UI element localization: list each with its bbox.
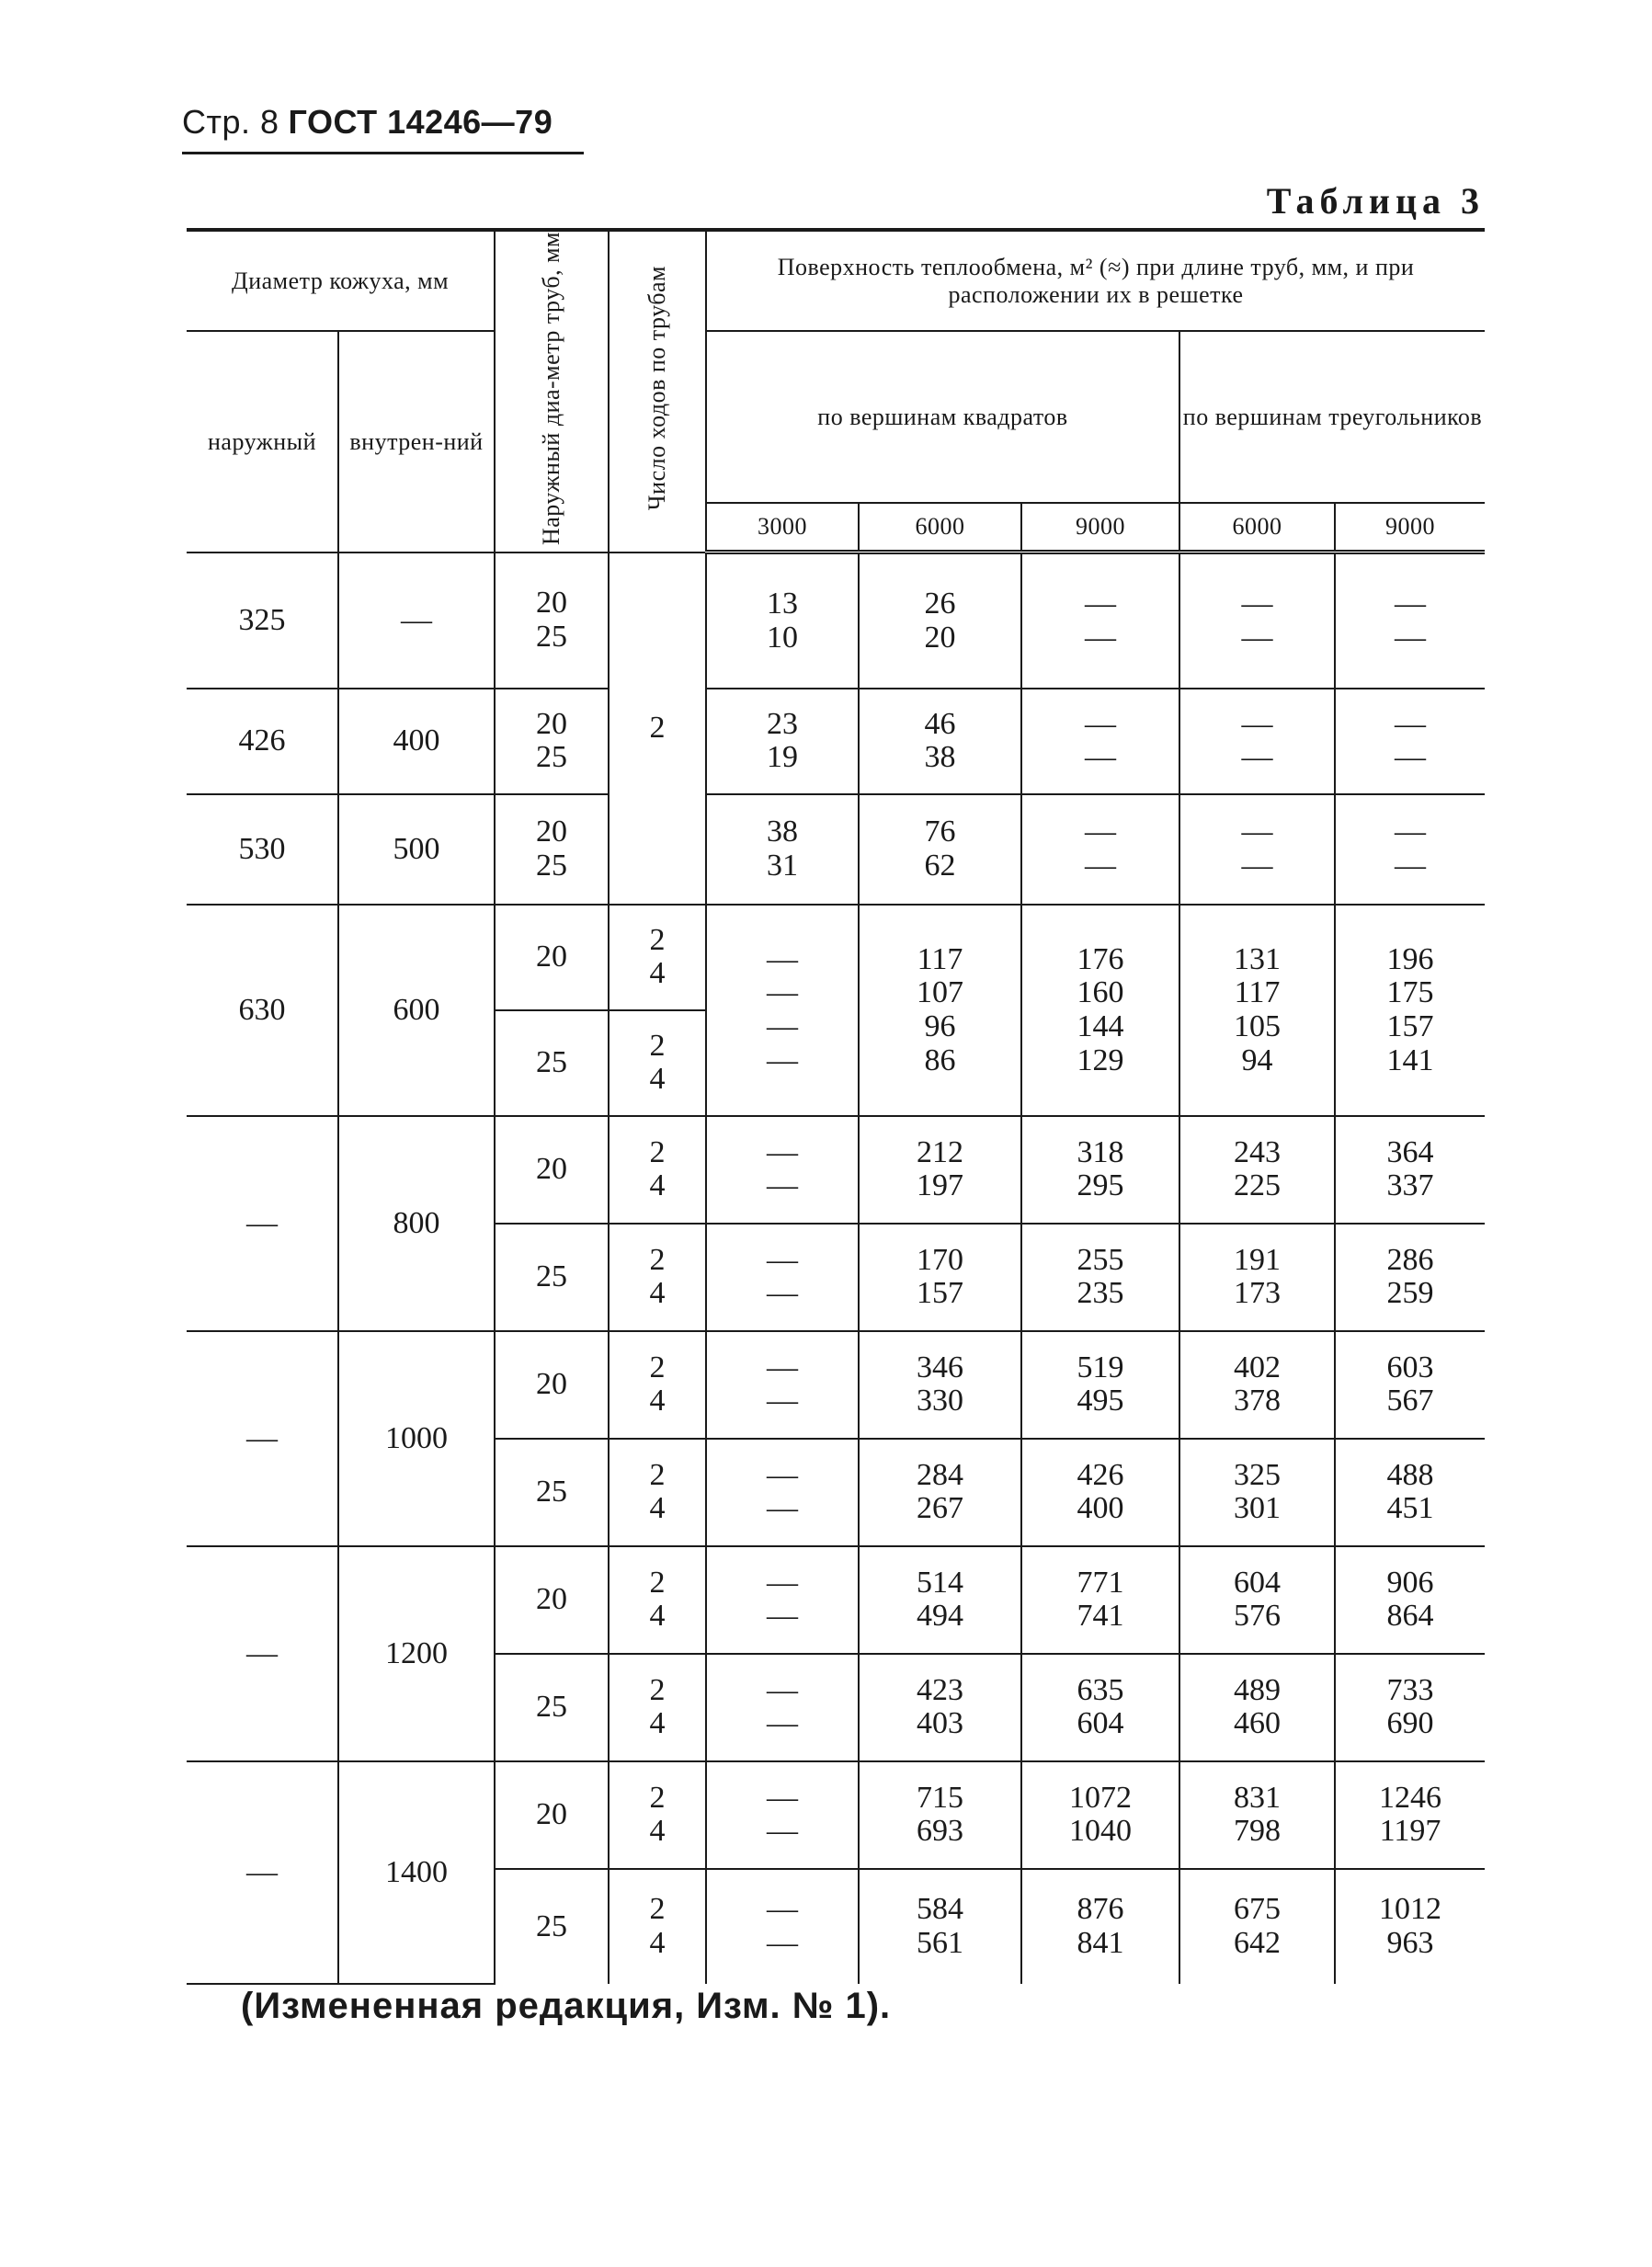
cell-line: 46 xyxy=(924,706,956,741)
cell-line: 25 xyxy=(536,619,567,654)
cell-line: 378 xyxy=(1234,1384,1281,1418)
cell-tube-diameter: 20 xyxy=(495,1331,609,1439)
cell-line: 4 xyxy=(649,1491,666,1526)
cell-line: 4 xyxy=(649,1276,666,1311)
cell-line: 170 xyxy=(917,1242,963,1277)
cell-line: 212 xyxy=(917,1134,963,1169)
cell-line: 23 xyxy=(767,706,798,741)
cell-line: 576 xyxy=(1234,1599,1281,1634)
cell-line: 403 xyxy=(917,1706,963,1741)
cell-line: — xyxy=(1241,740,1273,775)
cell-passes xyxy=(609,1010,706,1116)
cell-sq-6000 xyxy=(859,689,1021,794)
cell-tube-diameter: 20 xyxy=(495,1116,609,1224)
cell-sq-9000 xyxy=(1021,689,1179,794)
cell-tr-6000 xyxy=(1179,794,1335,905)
cell-line: — xyxy=(1395,620,1426,655)
cell-line: 519 xyxy=(1077,1350,1124,1384)
cell-line: 20 xyxy=(924,620,956,655)
cell-line: 2 xyxy=(649,1565,666,1600)
cell-tr-6000 xyxy=(1179,689,1335,794)
cell-line: 318 xyxy=(1077,1134,1124,1169)
cell-line: — xyxy=(1085,815,1116,849)
cell-tr-9000 xyxy=(1335,553,1485,689)
cell-sq-9000 xyxy=(1021,1116,1179,1224)
header-rule xyxy=(182,152,584,154)
cell-tube-diameter: 20 xyxy=(495,1761,609,1869)
cell-line: 105 xyxy=(1234,1008,1281,1043)
cell-tr-9000 xyxy=(1335,1439,1485,1546)
col-len-9000-square: 9000 xyxy=(1021,503,1179,553)
cell-line: — xyxy=(767,1925,798,1960)
cell-line: 25 xyxy=(536,848,567,883)
cell-outer: 325 xyxy=(187,553,338,689)
cell-line: — xyxy=(767,975,798,1010)
cell-line: 284 xyxy=(917,1457,963,1492)
col-len-9000-triangle: 9000 xyxy=(1335,503,1485,553)
cell-tr-6000 xyxy=(1179,1116,1335,1224)
cell-inner: 1400 xyxy=(338,1761,495,1984)
cell-line: 144 xyxy=(1077,1008,1124,1043)
cell-line: 567 xyxy=(1386,1384,1434,1418)
cell-line: — xyxy=(767,1599,798,1634)
cell-line: — xyxy=(767,1242,798,1277)
cell-line: — xyxy=(1395,815,1426,849)
col-len-6000-square: 6000 xyxy=(859,503,1021,553)
table-row xyxy=(187,794,1485,905)
cell-sq-3000 xyxy=(706,1116,859,1224)
cell-sq-3000 xyxy=(706,553,859,689)
cell-passes xyxy=(609,905,706,1010)
cell-inner: 1000 xyxy=(338,1331,495,1546)
cell-line: 286 xyxy=(1386,1242,1434,1277)
cell-line: — xyxy=(767,1384,798,1418)
cell-line: 771 xyxy=(1077,1565,1124,1600)
cell-line: 675 xyxy=(1234,1892,1281,1927)
col-tube-diameter xyxy=(495,230,609,553)
cell-line: 1246 xyxy=(1379,1780,1441,1815)
cell-tr-9000 xyxy=(1335,905,1485,1116)
cell-line: 175 xyxy=(1386,975,1434,1010)
page-header xyxy=(182,103,553,142)
cell-line: 19 xyxy=(767,740,798,775)
col-passes xyxy=(609,230,706,553)
cell-line: 173 xyxy=(1234,1276,1281,1311)
cell-line: 157 xyxy=(917,1276,963,1311)
cell-line: 584 xyxy=(917,1892,963,1927)
col-square: по вершинам квадратов xyxy=(706,331,1179,503)
cell-line: 191 xyxy=(1234,1242,1281,1277)
cell-line: 38 xyxy=(767,815,798,849)
cell-line: — xyxy=(767,1706,798,1741)
cell-line: 4 xyxy=(649,1925,666,1960)
cell-line: — xyxy=(767,1042,798,1077)
cell-outer: 426 xyxy=(187,689,338,794)
cell-line: 494 xyxy=(917,1599,963,1634)
cell-line: — xyxy=(1395,740,1426,775)
cell-line: — xyxy=(767,1780,798,1815)
table-row xyxy=(187,689,1485,794)
cell-tr-6000 xyxy=(1179,1546,1335,1654)
cell-passes xyxy=(609,1224,706,1331)
cell-line: 2 xyxy=(649,1780,666,1815)
cell-sq-6000 xyxy=(859,794,1021,905)
cell-line: — xyxy=(1395,586,1426,621)
cell-line: 107 xyxy=(917,975,963,1010)
cell-inner: 400 xyxy=(338,689,495,794)
cell-line: 1072 xyxy=(1069,1780,1132,1815)
cell-line: 642 xyxy=(1234,1925,1281,1960)
cell-outer: 530 xyxy=(187,794,338,905)
cell-line: 4 xyxy=(649,1599,666,1634)
cell-line: 963 xyxy=(1386,1925,1434,1960)
cell-line: 225 xyxy=(1234,1168,1281,1203)
cell-sq-6000 xyxy=(859,905,1021,1116)
cell-line: — xyxy=(1395,848,1426,883)
cell-line: — xyxy=(767,1008,798,1043)
cell-passes xyxy=(609,1331,706,1439)
cell-line: 62 xyxy=(924,848,956,883)
table-row xyxy=(187,1331,1485,1439)
col-len-6000-triangle: 6000 xyxy=(1179,503,1335,553)
cell-line: 295 xyxy=(1077,1168,1124,1203)
cell-sq-3000 xyxy=(706,1761,859,1869)
cell-line: 94 xyxy=(1241,1042,1273,1077)
cell-line: 1040 xyxy=(1069,1814,1132,1849)
cell-line: 489 xyxy=(1234,1672,1281,1707)
cell-sq-6000 xyxy=(859,1546,1021,1654)
cell-tr-6000 xyxy=(1179,1869,1335,1984)
cell-line: 96 xyxy=(924,1008,956,1043)
cell-line: 423 xyxy=(917,1672,963,1707)
col-len-3000: 3000 xyxy=(706,503,859,553)
cell-tube-diameter xyxy=(495,689,609,794)
cell-line: 235 xyxy=(1077,1276,1124,1311)
col-tube-diameter-label: Наружный диа-метр труб, мм xyxy=(538,232,565,546)
cell-line: 831 xyxy=(1234,1780,1281,1815)
cell-sq-6000 xyxy=(859,1761,1021,1869)
cell-sq-6000 xyxy=(859,1439,1021,1546)
cell-line: — xyxy=(767,1457,798,1492)
cell-sq-9000 xyxy=(1021,1654,1179,1761)
table-row xyxy=(187,1116,1485,1224)
cell-line: 197 xyxy=(917,1168,963,1203)
cell-tr-9000 xyxy=(1335,1224,1485,1331)
cell-line: 4 xyxy=(649,1814,666,1849)
cell-line: 635 xyxy=(1077,1672,1124,1707)
table-row xyxy=(187,553,1485,689)
heat-exchange-table xyxy=(187,228,1485,1985)
cell-passes xyxy=(609,1869,706,1984)
cell-line: 25 xyxy=(536,740,567,775)
cell-line: — xyxy=(767,1892,798,1927)
cell-line: 157 xyxy=(1386,1008,1434,1043)
table-row xyxy=(187,1761,1485,1869)
cell-sq-6000 xyxy=(859,553,1021,689)
cell-sq-3000 xyxy=(706,1439,859,1546)
cell-sq-9000 xyxy=(1021,794,1179,905)
col-surface: Поверхность теплообмена, м² (≈) при длине труб, мм, и при расположении их в решетке xyxy=(706,230,1485,331)
cell-tube-diameter: 20 xyxy=(495,905,609,1010)
cell-line: — xyxy=(1395,706,1426,741)
cell-line: — xyxy=(1241,620,1273,655)
cell-sq-9000 xyxy=(1021,1546,1179,1654)
cell-line: 4 xyxy=(649,1062,666,1097)
col-passes-label: Число ходов по трубам xyxy=(644,266,671,511)
cell-line: 38 xyxy=(924,740,956,775)
cell-line: — xyxy=(767,941,798,976)
cell-line: 31 xyxy=(767,848,798,883)
cell-tr-9000 xyxy=(1335,1546,1485,1654)
cell-line: 603 xyxy=(1386,1350,1434,1384)
cell-line: 733 xyxy=(1386,1672,1434,1707)
cell-line: — xyxy=(767,1168,798,1203)
cell-passes xyxy=(609,1761,706,1869)
cell-line: 20 xyxy=(536,706,567,741)
cell-tr-6000 xyxy=(1179,905,1335,1116)
cell-line: 2 xyxy=(649,1242,666,1277)
table-row xyxy=(187,1546,1485,1654)
cell-line: 330 xyxy=(917,1384,963,1418)
cell-tr-9000 xyxy=(1335,794,1485,905)
cell-line: 325 xyxy=(1234,1457,1281,1492)
cell-line: 2 xyxy=(649,1672,666,1707)
cell-outer: — xyxy=(187,1331,338,1546)
cell-sq-3000 xyxy=(706,1654,859,1761)
cell-line: 259 xyxy=(1386,1276,1434,1311)
cell-line: 2 xyxy=(649,1892,666,1927)
cell-sq-9000 xyxy=(1021,1439,1179,1546)
cell-line: 741 xyxy=(1077,1599,1124,1634)
cell-line: 346 xyxy=(917,1350,963,1384)
cell-outer: — xyxy=(187,1546,338,1761)
cell-line: 26 xyxy=(924,586,956,621)
cell-inner: 800 xyxy=(338,1116,495,1331)
cell-line: 604 xyxy=(1077,1706,1124,1741)
cell-line: 841 xyxy=(1077,1925,1124,1960)
table-row xyxy=(187,905,1485,1010)
cell-line: 131 xyxy=(1234,941,1281,976)
cell-inner: 600 xyxy=(338,905,495,1116)
table-label: Таблица 3 xyxy=(1266,180,1485,222)
cell-sq-6000 xyxy=(859,1869,1021,1984)
cell-line: 2 xyxy=(649,1028,666,1063)
cell-line: 604 xyxy=(1234,1565,1281,1600)
cell-tube-diameter: 25 xyxy=(495,1869,609,1984)
cell-line: 141 xyxy=(1386,1042,1434,1077)
cell-line: 864 xyxy=(1386,1599,1434,1634)
cell-sq-3000 xyxy=(706,1546,859,1654)
cell-passes xyxy=(609,1439,706,1546)
cell-line: 1012 xyxy=(1379,1892,1441,1927)
cell-line: 13 xyxy=(767,586,798,621)
cell-line: 196 xyxy=(1386,941,1434,976)
col-shell-diameter: Диаметр кожуха, мм xyxy=(187,230,495,331)
cell-sq-9000 xyxy=(1021,553,1179,689)
cell-line: — xyxy=(767,1276,798,1311)
cell-tube-diameter: 25 xyxy=(495,1224,609,1331)
cell-tube-diameter: 20 xyxy=(495,1546,609,1654)
cell-line: 4 xyxy=(649,956,666,991)
cell-sq-6000 xyxy=(859,1224,1021,1331)
cell-line: 426 xyxy=(1077,1457,1124,1492)
cell-line: 2 xyxy=(649,1457,666,1492)
cell-line: — xyxy=(1085,620,1116,655)
cell-sq-3000 xyxy=(706,689,859,794)
cell-tr-9000 xyxy=(1335,1761,1485,1869)
cell-line: 514 xyxy=(917,1565,963,1600)
cell-line: 4 xyxy=(649,1384,666,1418)
cell-line: 2 xyxy=(649,1134,666,1169)
cell-line: 2 xyxy=(649,1350,666,1384)
cell-line: — xyxy=(1085,586,1116,621)
cell-line: 1197 xyxy=(1379,1814,1441,1849)
cell-line: 86 xyxy=(924,1042,956,1077)
cell-tr-6000 xyxy=(1179,1331,1335,1439)
cell-line: 76 xyxy=(924,815,956,849)
cell-tube-diameter xyxy=(495,794,609,905)
cell-line: — xyxy=(1241,586,1273,621)
cell-tr-9000 xyxy=(1335,1869,1485,1984)
cell-line: — xyxy=(1085,740,1116,775)
cell-line: — xyxy=(1085,848,1116,883)
cell-inner: 1200 xyxy=(338,1546,495,1761)
cell-tr-6000 xyxy=(1179,1761,1335,1869)
cell-tr-9000 xyxy=(1335,1331,1485,1439)
cell-line: — xyxy=(1241,848,1273,883)
cell-line: 460 xyxy=(1234,1706,1281,1741)
cell-sq-9000 xyxy=(1021,1869,1179,1984)
cell-inner: 500 xyxy=(338,794,495,905)
cell-line: 10 xyxy=(767,620,798,655)
cell-line: 4 xyxy=(649,1168,666,1203)
cell-line: 20 xyxy=(536,586,567,621)
cell-tube-diameter xyxy=(495,553,609,689)
cell-line: — xyxy=(767,1491,798,1526)
cell-line: 117 xyxy=(1234,975,1281,1010)
cell-line: — xyxy=(767,1672,798,1707)
standard-code: ГОСТ 14246—79 xyxy=(288,103,553,141)
cell-sq-6000 xyxy=(859,1116,1021,1224)
cell-line: — xyxy=(1241,815,1273,849)
cell-passes xyxy=(609,1654,706,1761)
cell-passes xyxy=(609,1116,706,1224)
cell-line: 798 xyxy=(1234,1814,1281,1849)
cell-tr-9000 xyxy=(1335,689,1485,794)
cell-outer: — xyxy=(187,1761,338,1984)
cell-tr-6000 xyxy=(1179,1224,1335,1331)
cell-sq-6000 xyxy=(859,1654,1021,1761)
cell-outer: 630 xyxy=(187,905,338,1116)
cell-tr-6000 xyxy=(1179,1439,1335,1546)
cell-sq-9000 xyxy=(1021,1224,1179,1331)
cell-line: 2 xyxy=(649,922,666,957)
cell-sq-3000 xyxy=(706,905,859,1116)
cell-inner: — xyxy=(338,553,495,689)
cell-tr-6000 xyxy=(1179,1654,1335,1761)
cell-passes xyxy=(609,1546,706,1654)
cell-sq-9000 xyxy=(1021,1761,1179,1869)
cell-sq-6000 xyxy=(859,1331,1021,1439)
cell-line: 117 xyxy=(917,941,963,976)
cell-line: — xyxy=(1085,706,1116,741)
cell-line: 160 xyxy=(1077,975,1124,1010)
cell-line: 20 xyxy=(536,815,567,849)
cell-line: 876 xyxy=(1077,1892,1124,1927)
col-triangle: по вершинам треугольников xyxy=(1179,331,1485,503)
col-outer: наружный xyxy=(187,331,338,553)
cell-line: 561 xyxy=(917,1925,963,1960)
cell-sq-9000 xyxy=(1021,905,1179,1116)
cell-line: — xyxy=(767,1565,798,1600)
cell-line: 255 xyxy=(1077,1242,1124,1277)
cell-line: 715 xyxy=(917,1780,963,1815)
cell-line: 243 xyxy=(1234,1134,1281,1169)
cell-outer: — xyxy=(187,1116,338,1331)
cell-line: 301 xyxy=(1234,1491,1281,1526)
cell-line: 495 xyxy=(1077,1384,1124,1418)
cell-tr-6000 xyxy=(1179,553,1335,689)
cell-line: — xyxy=(767,1350,798,1384)
cell-line: 4 xyxy=(649,1706,666,1741)
cell-line: 337 xyxy=(1386,1168,1434,1203)
cell-line: 451 xyxy=(1386,1491,1434,1526)
cell-line: — xyxy=(767,1814,798,1849)
cell-sq-3000 xyxy=(706,1869,859,1984)
cell-line: 402 xyxy=(1234,1350,1281,1384)
cell-line: 400 xyxy=(1077,1491,1124,1526)
cell-sq-3000 xyxy=(706,794,859,905)
cell-line: 693 xyxy=(917,1814,963,1849)
cell-line: 267 xyxy=(917,1491,963,1526)
cell-tube-diameter: 25 xyxy=(495,1010,609,1116)
cell-sq-3000 xyxy=(706,1331,859,1439)
cell-tr-9000 xyxy=(1335,1654,1485,1761)
cell-line: 690 xyxy=(1386,1706,1434,1741)
cell-line: — xyxy=(767,1134,798,1169)
page-number: Стр. 8 xyxy=(182,103,279,141)
cell-sq-9000 xyxy=(1021,1331,1179,1439)
cell-line: — xyxy=(1241,706,1273,741)
cell-line: 488 xyxy=(1386,1457,1434,1492)
col-inner: внутрен-ний xyxy=(338,331,495,553)
cell-line: 129 xyxy=(1077,1042,1124,1077)
cell-line: 906 xyxy=(1386,1565,1434,1600)
cell-tr-9000 xyxy=(1335,1116,1485,1224)
cell-line: 364 xyxy=(1386,1134,1434,1169)
cell-sq-3000 xyxy=(706,1224,859,1331)
cell-tube-diameter: 25 xyxy=(495,1439,609,1546)
cell-line: 176 xyxy=(1077,941,1124,976)
cell-passes: 2 xyxy=(609,553,706,905)
amendment-note: (Измененная редакция, Изм. № 1). xyxy=(241,1986,892,2026)
cell-tube-diameter: 25 xyxy=(495,1654,609,1761)
